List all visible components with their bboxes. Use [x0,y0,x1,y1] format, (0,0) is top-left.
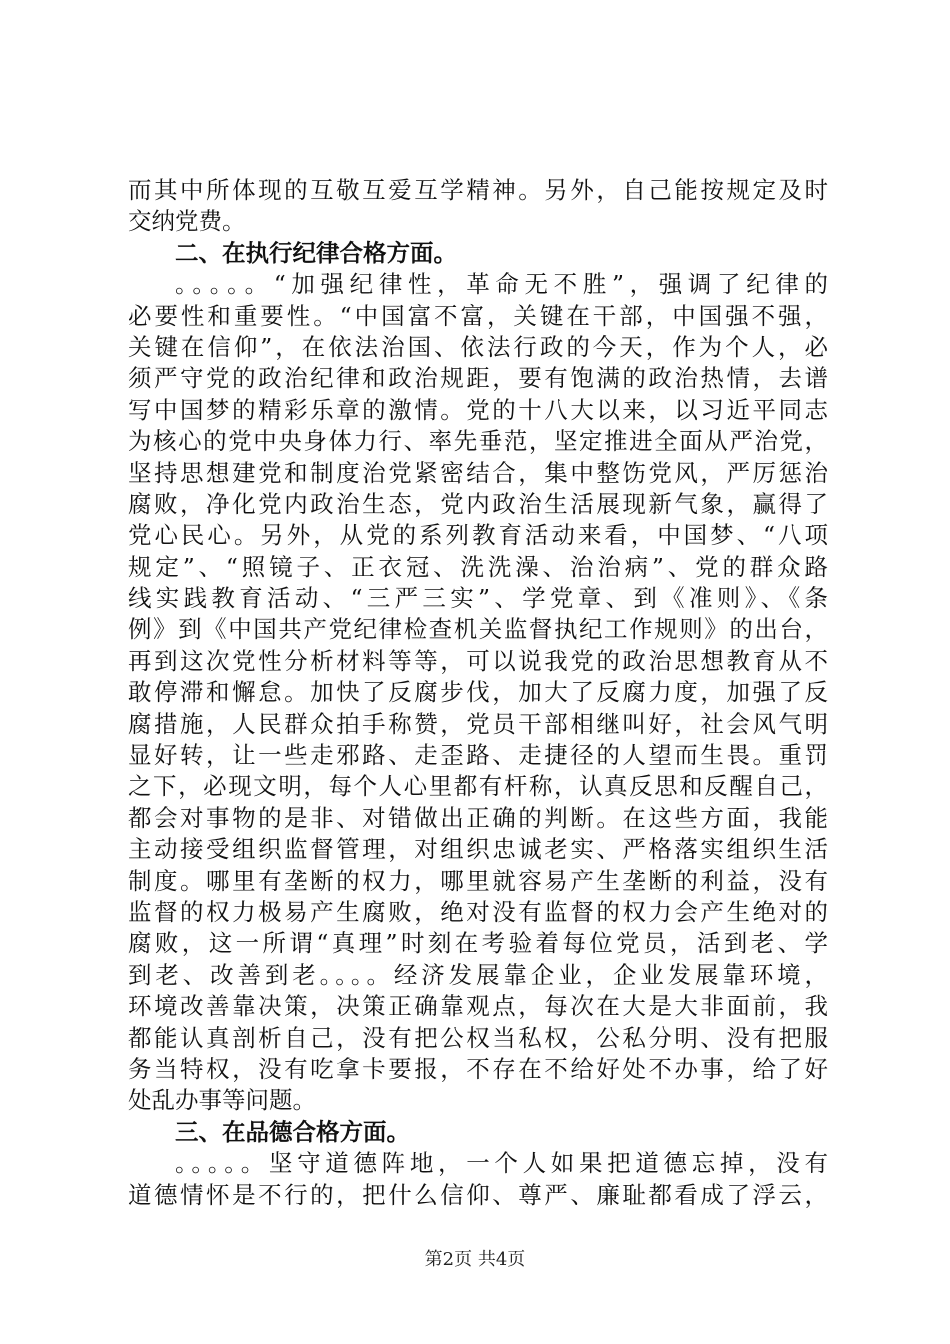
text-line: 腐措施，人民群众拍手称赞，党员干部相继叫好，社会风气明 [128,709,828,738]
section-heading: 三、在品德合格方面。 [175,1117,410,1146]
text-line: 环境改善靠决策，决策正确靠观点，每次在大是大非面前，我 [128,992,828,1021]
text-line: 都能认真剖析自己，没有把公权当私权，公私分明、没有把服 [128,1023,828,1052]
section-heading: 二、在执行纪律合格方面。 [175,238,457,267]
text-line: 之下，必现文明，每个人心里都有杆称，认真反思和反醒自己， [128,772,828,801]
text-line: 为核心的党中央身体力行、率先垂范，坚定推进全面从严治党， [128,427,828,456]
text-line: 须严守党的政治纪律和政治规距，要有饱满的政治热情，去谱 [128,364,828,393]
text-line: 。。。。。坚守道德阵地，一个人如果把道德忘掉，没有 [175,1149,828,1178]
text-line: 必要性和重要性。“中国富不富，关键在干部，中国强不强， [128,301,828,330]
text-line: 到老、改善到老。。。。经济发展靠企业，企业发展靠环境， [128,960,828,989]
text-line: 腐败，净化党内政治生态，党内政治生活展现新气象，赢得了 [128,489,828,518]
page-number-footer: 第2页 共4页 [424,1249,526,1270]
text-line: 党心民心。另外，从党的系列教育活动来看，中国梦、“八项 [128,521,828,550]
text-line: 都会对事物的是非、对错做出正确的判断。在这些方面，我能 [128,803,828,832]
text-line: 道德情怀是不行的，把什么信仰、尊严、廉耻都看成了浮云， [128,1180,828,1209]
text-line: 写中国梦的精彩乐章的激情。党的十八大以来，以习近平同志 [128,395,828,424]
text-line: 务当特权，没有吃拿卡要报，不存在不给好处不办事，给了好 [128,1054,828,1083]
text-line: 例》到《中国共产党纪律检查机关监督执纪工作规则》的出台， [128,615,828,644]
text-line: 腐败，这一所谓“真理”时刻在考验着每位党员，活到老、学 [128,929,828,958]
text-line: 。。。。。“加强纪律性，革命无不胜”，强调了纪律的 [175,270,828,299]
text-line: 主动接受组织监督管理，对组织忠诚老实、严格落实组织生活 [128,835,828,864]
text-line: 而其中所体现的互敬互爱互学精神。另外，自己能按规定及时 [128,176,828,204]
text-line: 显好转，让一些走邪路、走歪路、走捷径的人望而生畏。重罚 [128,741,828,770]
text-line: 处乱办事等问题。 [128,1086,316,1115]
text-line: 监督的权力极易产生腐败，绝对没有监督的权力会产生绝对的 [128,897,828,926]
text-line: 规定”、“照镜子、正衣冠、洗洗澡、治治病”、党的群众路 [128,552,828,581]
text-line: 敢停滞和懈怠。加快了反腐步伐，加大了反腐力度，加强了反 [128,678,828,707]
text-line: 线实践教育活动、“三严三实”、学党章、到《准则》、《条 [128,584,828,613]
text-line: 制度。哪里有垄断的权力，哪里就容易产生垄断的利益，没有 [128,866,828,895]
text-line: 关键在信仰”，在依法治国、依法行政的今天，作为个人，必 [128,332,828,361]
document-body [128,175,828,1211]
text-line: 再到这次党性分析材料等等，可以说我党的政治思想教育从不 [128,646,828,675]
text-line: 坚持思想建党和制度治党紧密结合，集中整饬党风，严厉惩治 [128,458,828,487]
text-line: 交纳党费。 [128,207,246,236]
